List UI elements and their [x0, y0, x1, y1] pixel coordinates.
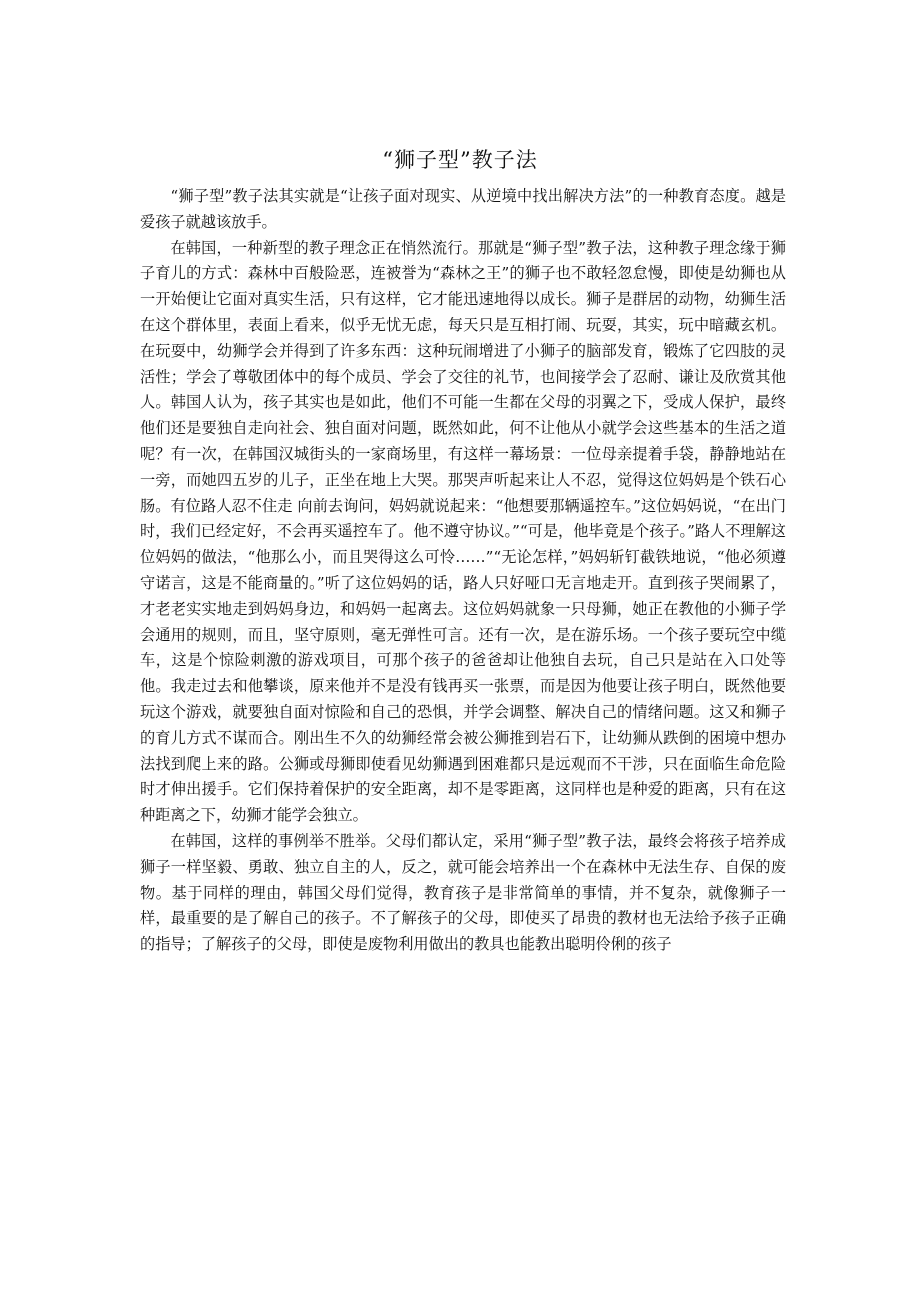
paragraph-intro: “狮子型”教子法其实就是“让孩子面对现实、从逆境中找出解决方法”的一种教育态度。越是爱孩子就越该放手。	[140, 187, 786, 231]
paragraph-conclusion: 在韩国，这样的事例举不胜举。父母们都认定，采用“狮子型”教子法，最终会将孩子培养成狮子一样坚毅、勇敢、独立自主的人，反之，就可能会培养出一个在森林中无法生存、自保的废物。基于同样的理由，韩国父母们觉得，教育孩子是非常简单的事情，并不复杂，就像狮子一样，最重要的是了解自己的孩子。不了解孩子的父母，即使买了昂贵的教材也无法给予孩子正确的指导；了解孩子的父母，即使是废物利用做出的教具也能教出聪明伶俐的孩子	[140, 831, 786, 954]
document-body	[140, 184, 786, 958]
paragraph-korea-trend: 在韩国，一种新型的教子理念正在悄然流行。那就是“狮子型”教子法，这种教子理念缘于狮子育儿的方式：森林中百般险恶，连被誉为“森林之王”的狮子也不敢轻忽怠慢，即使是幼狮也从一开始便让它面对真实生活，只有这样，它才能迅速地得以成长。狮子是群居的动物，幼狮生活在这个群体里，表面上看来，似乎无忧无虑，每天只是互相打闹、玩耍，其实，玩中暗藏玄机。在玩耍中，幼狮学会并得到了许多东西：这种玩闹增进了小狮子的脑部发育，锻炼了它四肢的灵活性；学会了尊敬团体中的每个成员、学会了交往的礼节，也间接学会了忍耐、谦让及欣赏其他人。韩国人认为，孩子其实也是如此，他们不可能一生都在父母的羽翼之下，受成人保护，最终他们还是要独自走向社会、独自面对问题，既然如此，何不让他从小就学会这些基本的生活之道呢？有一次，在韩国汉城街头的一家商场里，有这样一幕场景：一位母亲提着手袋，静静地站在一旁，而她四五岁的儿子，正坐在地上大哭。那哭声听起来让人不忍，觉得这位妈妈是个铁石心肠。有位路人忍不住走 向前去询问，妈妈就说起来：“他想要那辆遥控车。”这位妈妈说，“在出门时，我们已经定好，不会再买遥控车了。他不遵守协议。”“可是，他毕竟是个孩子。”路人不理解这位妈妈的做法，“他那么小，而且哭得这么可怜……”“无论怎样，”妈妈斩钉截铁地说，“他必须遵守诺言，这是不能商量的。”听了这位妈妈的话，路人只好哑口无言地走开。直到孩子哭闹累了，才老老实实地走到妈妈身边，和妈妈一起离去。这位妈妈就象一只母狮，她正在教他的小狮子学会通用的规则，而且，坚守原则，毫无弹性可言。还有一次，是在游乐场。一个孩子要玩空中缆车，这是个惊险刺激的游戏项目，可那个孩子的爸爸却让他独自去玩，自己只是站在入口处等他。我走过去和他攀谈，原来他并不是没有钱再买一张票，而是因为他要让孩子明白，既然他要玩这个游戏，就要独自面对惊险和自己的恐惧，并学会调整、解决自己的情绪问题。这又和狮子的育儿方式不谋而合。刚出生不久的幼狮经常会被公狮推到岩石下，让幼狮从跌倒的困境中想办法找到爬上来的路。公狮或母狮即使看见幼狮遇到困难都只是远观而不干涉，只在面临生命危险时才伸出援手。它们保持着保护的安全距离，却不是零距离，这同样也是种爱的距离，只有在这种距离之下，幼狮才能学会独立。	[140, 238, 786, 825]
document-title: “狮子型”教子法	[382, 148, 538, 172]
